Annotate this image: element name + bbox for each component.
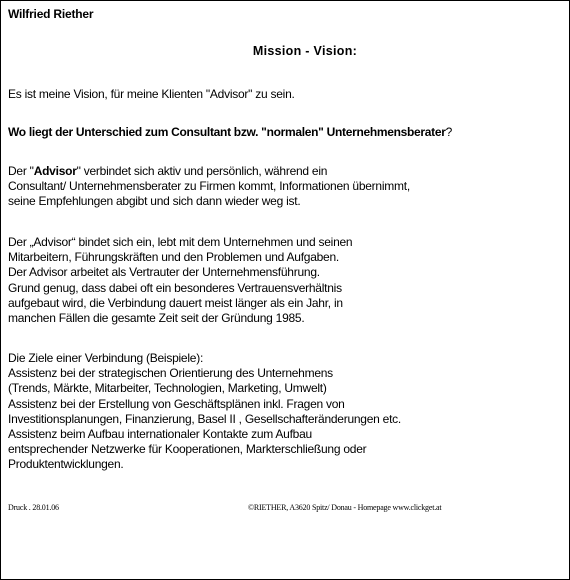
paragraph-line: Investitionsplanungen, Finanzierung, Basel II , Gesellschafteränderungen etc. (8, 411, 402, 426)
page-title: Mission - Vision: (252, 44, 358, 58)
advisor-lead: Der " (8, 164, 34, 178)
copyright-footer: ©RIETHER, A3620 Spitz/ Donau - Homepage www.clickget.at (248, 503, 442, 512)
intro-paragraph: Es ist meine Vision, für meine Klienten "Advisor" zu sein. (8, 87, 295, 101)
advisor-rest: " verbindet sich aktiv und persönlich, während ein (76, 164, 328, 178)
paragraph-line: Produktentwicklungen. (8, 457, 124, 472)
paragraph-line: aufgebaut wird, die Verbindung dauert meist länger als ein Jahr, in (8, 295, 343, 310)
paragraph-goals (8, 351, 563, 473)
paragraph-advisor-role (8, 235, 563, 326)
question-text: Wo liegt der Unterschied zum Consultant bzw. "normalen" Unternehmensberater (8, 125, 446, 139)
question-mark: ? (445, 125, 452, 139)
print-date: Druck . 28.01.06 (8, 503, 59, 512)
advisor-keyword: Advisor (33, 164, 77, 178)
paragraph-line: (Trends, Märkte, Mitarbeiter, Technologien, Marketing, Umwelt) (8, 381, 327, 396)
paragraph-line: Der Advisor arbeitet als Vertrauter der Unternehmensführung. (8, 265, 320, 280)
paragraph-line: Die Ziele einer Verbindung (Beispiele): (8, 351, 204, 365)
paragraph-line: entsprechender Netzwerke für Kooperationen, Markterschließung oder (8, 442, 367, 457)
paragraph-line: manchen Fällen die gesamte Zeit seit der Gründung 1985. (8, 311, 305, 326)
paragraph-line: Assistenz beim Aufbau internationaler Kontakte zum Aufbau (8, 427, 312, 442)
paragraph-line: Assistenz bei der strategischen Orientierung des Unternehmens (8, 366, 333, 381)
paragraph-line: Consultant/ Unternehmensberater zu Firmen kommt, Informationen übernimmt, (8, 179, 410, 194)
paragraph-line: Assistenz bei der Erstellung von Geschäftsplänen inkl. Fragen von (8, 396, 345, 411)
paragraph-line: seine Empfehlungen abgibt und sich dann wieder weg ist. (8, 194, 301, 209)
paragraph-advisor-definition (8, 164, 563, 210)
paragraph-line: Grund genug, dass dabei oft ein besonderes Vertrauensverhältnis (8, 280, 342, 295)
paragraph-line: Der „Advisor“ bindet sich ein, lebt mit dem Unternehmen und seinen (8, 235, 353, 249)
author-name: Wilfried Riether (8, 7, 94, 21)
paragraph-line: Mitarbeitern, Führungskräften und den Problemen und Aufgaben. (8, 250, 339, 265)
paragraph-line (8, 164, 563, 179)
question-heading (8, 125, 563, 140)
